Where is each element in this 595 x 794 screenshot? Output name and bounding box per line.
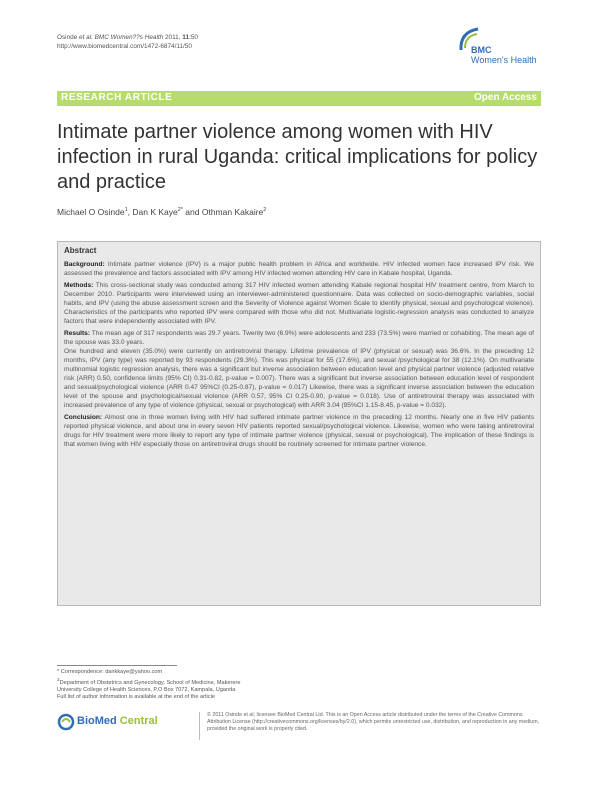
abstract-results: Results: The mean age of 317 respondents was 29.7 years. Twenty two (6.9%) were adolescents and 233 (73.5%) were married or cohabiting. The mean age of the spouse was 33.0 years.: [64, 330, 534, 346]
biomed-central-wordmark: BioMed Central: [77, 715, 158, 727]
license-divider: [199, 712, 200, 740]
article-type-banner: [57, 91, 541, 106]
abstract-results-continued: One hundred and eleven (35.0%) were currently on antiretroviral therapy. Lifetime prevalence of IPV (physical or sexual) was 36.6%. In the preceding 12 months, IPV (any type) was reported by 93 respondents (29.3%). This was physical for 55 (17.6%), and sexual /psychological for 38 (12.1%). On multivariate multinomial logistic regression analysis, there was a significant but inverse association between education level and physical partner violence (adjusted relative risk (ARR) 0.50, confidence limits (95% CI) 0.31-0.82, p-value = 0.007). There was a significant but inverse association between education level of respondent and sexual/psychological violence (ARR 0.47 95%CI (0.25-0.87), p-value = 0.017) Likewise, there was a significant inverse association between the education level of the spouse and psychological/sexual violence (ARR 0.57, 95% CI 0.25-0.90, p-value = 0.018). Use of antiretroviral therapy was associated with increased prevalence of any type of violence (physical, sexual or psychological) with ARR 3.04 (95%CI 1.15-8.45, p-value = 0.032).: [64, 348, 534, 409]
correspondence[interactable]: * Correspondence: dankkaye@yahoo.com: [57, 669, 163, 675]
journal-name: Women's Health: [471, 55, 537, 65]
author-list: Michael O Osinde$^1$, Dan K Kaye$^{2*}$ and Othman Kakaire$^2$: [57, 207, 267, 217]
footnotes: [57, 665, 257, 701]
open-access-label: Open Access: [474, 92, 537, 103]
bmc-womens-health-logo: [458, 26, 548, 72]
abstract-background: Background: Intimate partner violence (IPV) is a major public health problem in Africa and worldwide. HIV infected women face increased IPV risk. We assessed the prevalence and factors associated with IPV among HIV infected women attending HIV care in Kabale hospital, Uganda.: [64, 261, 534, 277]
author-name[interactable]: Michael O Osinde: [57, 207, 125, 217]
citation-header: [57, 33, 198, 51]
citation-line-1: Osinde et al. BMC Women??s Health 2011, 11:50: [57, 34, 198, 41]
biomed-central-logo: [57, 712, 177, 732]
article-type: RESEARCH ARTICLE: [61, 92, 173, 103]
affiliation: $^2$Department of Obstetrics and Gynecology, School of Medicine, Makerere University College of Health Sciences, P.O Box 7072, Kampala, Uganda: [57, 677, 241, 693]
footnote-divider: [57, 665, 177, 666]
abstract-methods: Methods: This cross-sectional study was conducted among 317 HIV infected women attending Kabale regional hospital HIV treatment centre, from March to December 2010. Participants were interviewed using an interviewer-administered questionnaire. Data was collected on socio-demographic variables, social habits, and IPV (using the abuse assessment screen and the Severity of Violence against Women Scale to identify physical, sexual and psychological violence). Characteristics of the participants who reported IPV were compared with those who did not. Multivariate logistic-regression analysis was conducted to analyze factors that were independently associated with IPV.: [64, 282, 534, 325]
abstract-box: [57, 241, 541, 606]
license-statement: © 2011 Osinde et al; licensee BioMed Central Ltd. This is an Open Access article distributed under the terms of the Creative Commons Attribution License (http://creativecommons.org/licenses/by/2.0), which permits unrestricted use, distribution, and reproduction in any medium, provided the original work is properly cited.: [207, 712, 542, 733]
biomed-central-swirl-icon: [57, 713, 75, 731]
author-info-note: Full list of author information is available at the end of the article: [57, 693, 215, 700]
article-title: Intimate partner violence among women with HIV infection in rural Uganda: critical implications for policy and practice: [57, 121, 538, 193]
abstract-conclusion: Conclusion: Almost one in three women living with HIV had suffered intimate partner violence in the preceding 12 months. Nearly one in five HIV patients reported physical violence, and about one in every seven HIV patients reported sexual/psychological violence. Likewise, women who were taking antiretroviral drugs for HIV treatment were more likely to report any type of intimate partner violence (physical, sexual or psychological). The implication of these findings is that women living with HIV especially those on antiretroviral drugs should be routinely screened for intimate partner violence.: [64, 414, 534, 448]
author-name[interactable]: Dan K Kaye: [132, 207, 178, 217]
citation-url[interactable]: http://www.biomedcentral.com/1472-6874/11/50: [57, 43, 192, 50]
abstract-heading: Abstract: [64, 246, 97, 255]
bmc-brand: BMC: [471, 45, 492, 55]
author-name[interactable]: Othman Kakaire: [201, 207, 264, 217]
